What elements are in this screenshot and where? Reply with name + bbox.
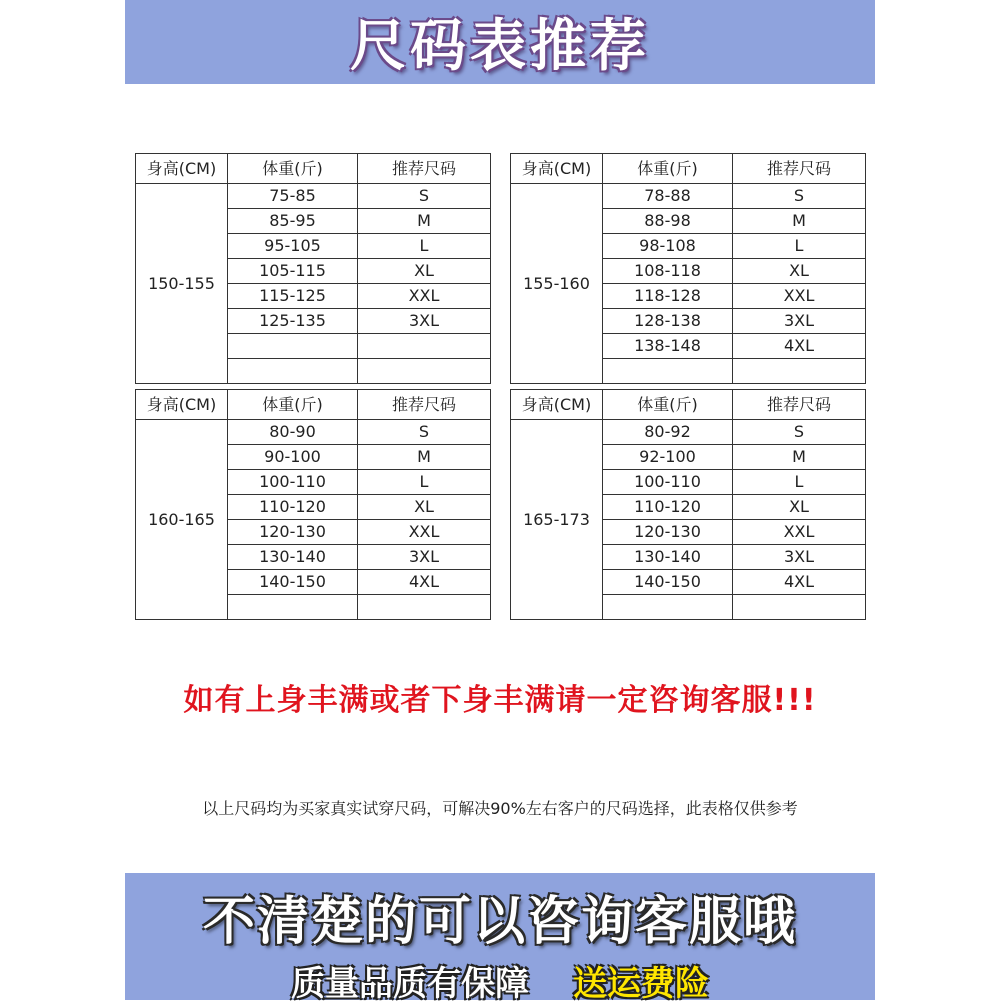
weight-range-cell: 75-85: [228, 184, 358, 209]
weight-range-cell: 100-110: [603, 470, 733, 495]
weight-range-cell: 78-88: [603, 184, 733, 209]
recommended-size-cell: 4XL: [358, 570, 491, 595]
weight-range-cell: 108-118: [603, 259, 733, 284]
table-header-row: [511, 390, 866, 420]
consult-service-title: 不清楚的可以咨询客服哦: [202, 892, 797, 952]
recommended-size-cell: 3XL: [358, 309, 491, 334]
weight-range-cell: 100-110: [228, 470, 358, 495]
recommended-size-cell: 4XL: [733, 334, 866, 359]
bottom-banner: [125, 873, 875, 1004]
weight-range-cell: 80-92: [603, 420, 733, 445]
recommended-size-cell: S: [358, 184, 491, 209]
table-row: [511, 420, 866, 445]
weight-range-cell: [603, 595, 733, 620]
height-range-cell: 160-165: [136, 420, 228, 620]
weight-range-cell: 105-115: [228, 259, 358, 284]
height-range-cell: 155-160: [511, 184, 603, 384]
recommended-size-cell: M: [733, 209, 866, 234]
column-header: 身高(CM): [511, 154, 603, 184]
column-header: 推荐尺码: [358, 154, 491, 184]
table-header-row: [511, 154, 866, 184]
recommended-size-cell: [358, 595, 491, 620]
footnote-text: 以上尺码均为买家真实试穿尺码，可解决90%左右客户的尺码选择，此表格仅供参考: [202, 799, 798, 818]
height-range-cell: 150-155: [136, 184, 228, 384]
recommended-size-cell: XXL: [733, 284, 866, 309]
recommended-size-cell: [358, 359, 491, 384]
column-header: 身高(CM): [511, 390, 603, 420]
recommended-size-cell: L: [358, 470, 491, 495]
weight-range-cell: 130-140: [228, 545, 358, 570]
size-table: [510, 389, 866, 620]
recommended-size-cell: [733, 359, 866, 384]
height-range-cell: 165-173: [511, 420, 603, 620]
recommended-size-cell: L: [358, 234, 491, 259]
weight-range-cell: 95-105: [228, 234, 358, 259]
weight-range-cell: [228, 359, 358, 384]
table-row: [136, 184, 491, 209]
weight-range-cell: 92-100: [603, 445, 733, 470]
recommended-size-cell: S: [733, 420, 866, 445]
recommended-size-cell: XL: [733, 495, 866, 520]
weight-range-cell: 120-130: [228, 520, 358, 545]
weight-range-cell: 130-140: [603, 545, 733, 570]
recommended-size-cell: S: [358, 420, 491, 445]
table-header-row: [136, 390, 491, 420]
recommended-size-cell: S: [733, 184, 866, 209]
weight-range-cell: 138-148: [603, 334, 733, 359]
weight-range-cell: 90-100: [228, 445, 358, 470]
weight-range-cell: 110-120: [603, 495, 733, 520]
table-row: [511, 184, 866, 209]
weight-range-cell: [228, 595, 358, 620]
weight-range-cell: [603, 359, 733, 384]
column-header: 体重(斤): [228, 154, 358, 184]
column-header: 体重(斤): [603, 390, 733, 420]
recommended-size-cell: [733, 595, 866, 620]
recommended-size-cell: [358, 334, 491, 359]
column-header: 身高(CM): [136, 390, 228, 420]
recommended-size-cell: XXL: [358, 284, 491, 309]
weight-range-cell: 98-108: [603, 234, 733, 259]
guarantee-row: [291, 956, 709, 1005]
weight-range-cell: [228, 334, 358, 359]
recommended-size-cell: M: [358, 209, 491, 234]
recommended-size-cell: M: [733, 445, 866, 470]
recommended-size-cell: XL: [358, 259, 491, 284]
weight-range-cell: 115-125: [228, 284, 358, 309]
column-header: 推荐尺码: [358, 390, 491, 420]
top-banner: [125, 0, 875, 84]
column-header: 体重(斤): [228, 390, 358, 420]
column-header: 推荐尺码: [733, 390, 866, 420]
weight-range-cell: 120-130: [603, 520, 733, 545]
column-header: 体重(斤): [603, 154, 733, 184]
recommended-size-cell: XXL: [733, 520, 866, 545]
column-header: 推荐尺码: [733, 154, 866, 184]
weight-range-cell: 125-135: [228, 309, 358, 334]
recommended-size-cell: XL: [733, 259, 866, 284]
column-header: 身高(CM): [136, 154, 228, 184]
size-table: [510, 153, 866, 384]
recommended-size-cell: XXL: [358, 520, 491, 545]
recommended-size-cell: L: [733, 470, 866, 495]
weight-range-cell: 118-128: [603, 284, 733, 309]
shipping-insurance: 送运费险: [573, 964, 709, 1004]
table-row: [136, 420, 491, 445]
weight-range-cell: 85-95: [228, 209, 358, 234]
weight-range-cell: 128-138: [603, 309, 733, 334]
table-header-row: [136, 154, 491, 184]
recommended-size-cell: 4XL: [733, 570, 866, 595]
size-table: [135, 389, 491, 620]
weight-range-cell: 140-150: [228, 570, 358, 595]
size-table: [135, 153, 491, 384]
recommended-size-cell: M: [358, 445, 491, 470]
weight-range-cell: 140-150: [603, 570, 733, 595]
recommended-size-cell: XL: [358, 495, 491, 520]
weight-range-cell: 80-90: [228, 420, 358, 445]
warning-text: 如有上身丰满或者下身丰满请一定咨询客服!!!: [183, 683, 817, 718]
recommended-size-cell: 3XL: [733, 545, 866, 570]
recommended-size-cell: 3XL: [358, 545, 491, 570]
weight-range-cell: 88-98: [603, 209, 733, 234]
recommended-size-cell: 3XL: [733, 309, 866, 334]
quality-guarantee: 质量品质有保障: [291, 964, 529, 1004]
weight-range-cell: 110-120: [228, 495, 358, 520]
page-title: 尺码表推荐: [350, 14, 650, 79]
recommended-size-cell: L: [733, 234, 866, 259]
